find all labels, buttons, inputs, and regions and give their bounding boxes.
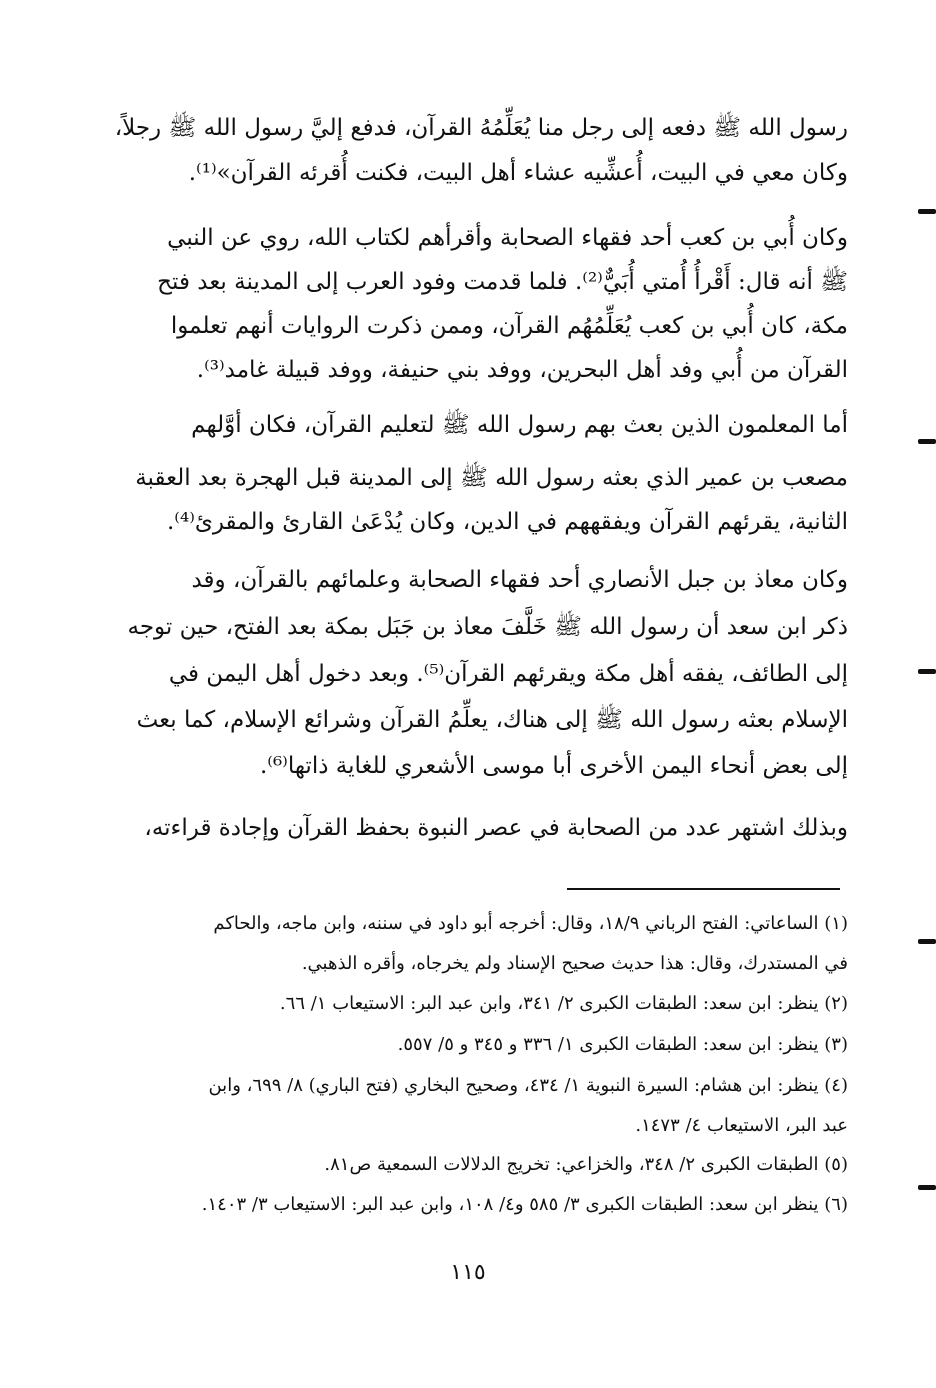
footnote-6: (٦) ينظر ابن سعد: الطبقات الكبرى ٣/ ٥٨٥ و٤/ ١٠٨، وابن عبد البر: الاستيعاب ٣/ ١٤٠٣. (201, 1194, 848, 1215)
footnote-5: (٥) الطبقات الكبرى ٢/ ٣٤٨، والخزاعي: تخريج الدلالات السمعية ص٨١. (324, 1154, 848, 1175)
footnote-4: (٤) ينظر: ابن هشام: السيرة النبوية ١/ ٤٣٤، وصحيح البخاري (فتح الباري) ٨/ ٦٩٩، وابن (208, 1075, 848, 1096)
margin-mark (918, 1185, 936, 1190)
margin-mark (918, 209, 936, 214)
text-line: وكان أُبي بن كعب أحد فقهاء الصحابة وأقرأهم لكتاب الله، روي عن النبي (167, 225, 848, 251)
margin-mark (918, 939, 936, 944)
margin-mark (918, 439, 936, 444)
footnote-1-cont: في المستدرك، وقال: هذا حديث صحيح الإسناد ولم يخرجاه، وأقره الذهبي. (301, 953, 848, 974)
text-line: إلى الطائف، يفقه أهل مكة ويقرئهم القرآن⁽⁵⁾. وبعد دخول أهل اليمن في (168, 661, 848, 687)
footnote-1: (١) الساعاتي: الفتح الرباني ١٨/٩، وقال: أخرجه أبو داود في سننه، وابن ماجه، والحاكم (213, 913, 848, 934)
footnote-separator (567, 888, 840, 890)
text-line: الثانية، يقرئهم القرآن ويفقههم في الدين، وكان يُدْعَىٰ القارئ والمقرئ⁽⁴⁾. (167, 509, 848, 535)
footnote-4-cont: عبد البر، الاستيعاب ٤/ ١٤٧٣. (635, 1115, 848, 1136)
text-line: ﷺ أنه قال: أَقْرأُ أُمتي أُبَيٌّ⁽²⁾. فلما قدمت وفود العرب إلى المدينة بعد فتح (157, 269, 848, 295)
text-line: وكان معاذ بن جبل الأنصاري أحد فقهاء الصحابة وعلمائهم بالقرآن، وقد (191, 567, 848, 593)
text-line: وبذلك اشتهر عدد من الصحابة في عصر النبوة بحفظ القرآن وإجادة قراءته، (144, 815, 848, 841)
text-line: إلى بعض أنحاء اليمن الأخرى أبا موسى الأشعري للغاية ذاتها⁽⁶⁾. (259, 753, 848, 779)
text-line: وكان معي في البيت، أُعشِّيه عشاء أهل البيت، فكنت أُقرئه القرآن»⁽¹⁾. (188, 160, 848, 186)
text-line: مكة، كان أُبي بن كعب يُعَلِّمُهُم القرآن، وممن ذكرت الروايات أنهم تعلموا (170, 313, 848, 339)
text-line: مصعب بن عمير الذي بعثه رسول الله ﷺ إلى المدينة قبل الهجرة بعد العقبة (135, 465, 848, 491)
text-line: رسول الله ﷺ دفعه إلى رجل منا يُعَلِّمُهُ القرآن، فدفع إليَّ رسول الله ﷺ رجلاً، (114, 115, 848, 141)
margin-mark (918, 669, 936, 674)
page-number: ١١٥ (450, 1260, 486, 1285)
text-line: القرآن من أُبي وفد أهل البحرين، ووفد بني حنيفة، ووفد قبيلة غامد⁽³⁾. (196, 357, 848, 383)
footnote-3: (٣) ينظر: ابن سعد: الطبقات الكبرى ١/ ٣٣٦ و ٣٤٥ و ٥/ ٥٥٧. (397, 1034, 848, 1055)
footnote-2: (٢) ينظر: ابن سعد: الطبقات الكبرى ٢/ ٣٤١، وابن عبد البر: الاستيعاب ١/ ٦٦. (279, 993, 848, 1014)
text-line: الإسلام بعثه رسول الله ﷺ إلى هناك، يعلِّمُ القرآن وشرائع الإسلام، كما بعث (136, 707, 848, 733)
text-line: أما المعلمون الذين بعث بهم رسول الله ﷺ لتعليم القرآن، فكان أوَّلهم (191, 412, 848, 438)
text-line: ذكر ابن سعد أن رسول الله ﷺ خَلَّفَ معاذ بن جَبَل بمكة بعد الفتح، حين توجه (127, 614, 848, 640)
